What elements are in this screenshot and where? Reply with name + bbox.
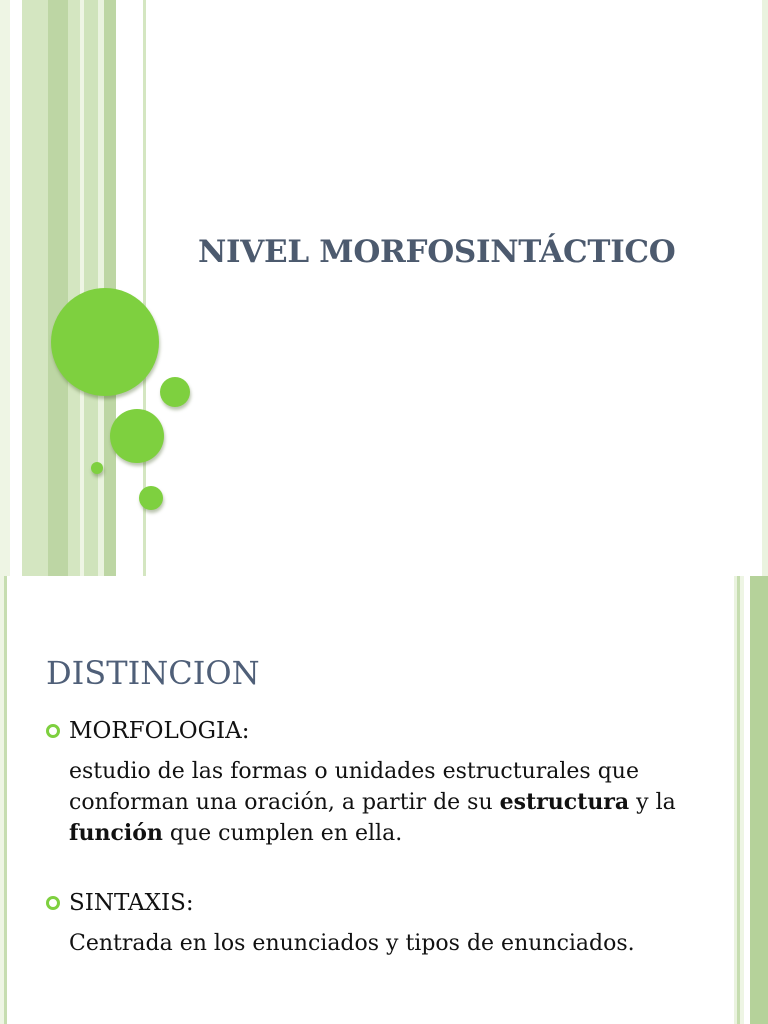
decorative-circle-small [139, 486, 163, 510]
bullet-label: MORFOLOGIA: [69, 718, 250, 744]
paragraph-text: y la [629, 790, 676, 815]
slide-title: NIVEL MORFOSINTÁCTICO [198, 234, 676, 270]
ring-bullet-icon [46, 896, 60, 910]
bullet-item-morfologia [46, 718, 250, 744]
decorative-stripe [48, 0, 68, 576]
decorative-circle-tiny [91, 462, 103, 474]
decorative-stripe [750, 576, 768, 1024]
bullet-label: SINTAXIS: [69, 890, 194, 916]
section-heading: DISTINCION [46, 654, 260, 692]
bullet-paragraph [69, 756, 709, 849]
decorative-stripe [4, 576, 7, 1024]
content-slide [0, 576, 768, 1024]
decorative-stripe [22, 0, 48, 576]
decorative-stripe [10, 0, 22, 576]
paragraph-text: Centrada en los enunciados y tipos de enunciados. [69, 931, 635, 956]
paragraph-text: que cumplen en ella. [162, 821, 403, 846]
decorative-circle-large [51, 288, 159, 396]
bullet-item-sintaxis [46, 890, 194, 916]
paragraph-text: estudio de las formas o unidades estructurales que conforman una oración, a partir de su [69, 759, 639, 815]
decorative-stripe [0, 0, 10, 576]
decorative-stripe [762, 0, 768, 576]
bullet-paragraph [69, 928, 709, 959]
decorative-stripe [68, 0, 80, 576]
decorative-circle-small [160, 377, 190, 407]
bold-term: función [69, 820, 163, 846]
ring-bullet-icon [46, 724, 60, 738]
decorative-circle-medium [110, 409, 164, 463]
bold-term: estructura [499, 789, 630, 815]
